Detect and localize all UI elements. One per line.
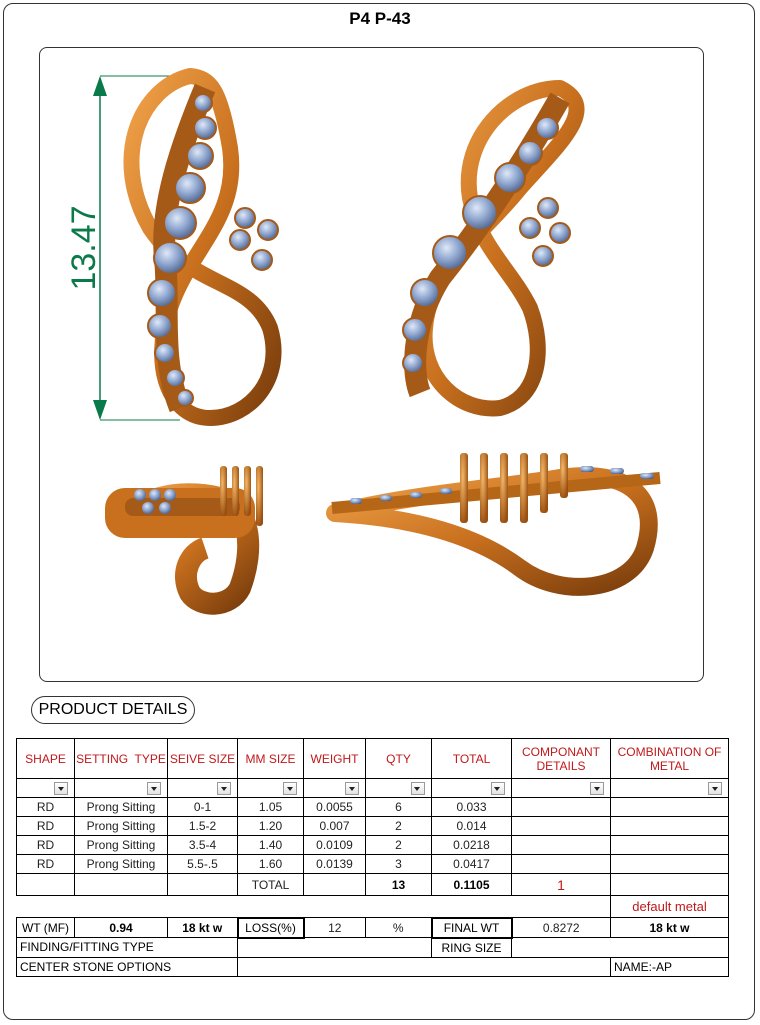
header-setting-type: SETTING TYPE — [75, 739, 168, 779]
weight-row — [17, 918, 729, 938]
cell-total: 0.0218 — [432, 836, 512, 855]
table-row — [17, 817, 729, 836]
table-row — [17, 798, 729, 817]
cell-qty: 2 — [366, 817, 432, 836]
filter-active-icon[interactable] — [491, 782, 505, 795]
cell-shape: RD — [17, 855, 75, 874]
header-row — [17, 739, 729, 779]
filter-dropdown-icon[interactable] — [283, 782, 297, 795]
cell-shape: RD — [17, 817, 75, 836]
name-label: NAME:-AP — [611, 957, 729, 976]
cell-setting: Prong Sitting — [75, 855, 168, 874]
cell-shape: RD — [17, 798, 75, 817]
stone-icon — [194, 117, 216, 139]
product-details-label: PRODUCT DETAILS — [31, 696, 195, 724]
cell-weight: 0.007 — [304, 817, 366, 836]
default-metal-row — [17, 896, 729, 918]
header-component-details: COMPONANT DETAILS — [512, 739, 611, 779]
final-wt-label: FINAL WT — [432, 918, 512, 938]
cell-seive: 3.5-4 — [168, 836, 238, 855]
filter-dropdown-icon[interactable] — [345, 782, 359, 795]
cell-mm: 1.60 — [238, 855, 304, 874]
center-stone-label: CENTER STONE OPTIONS — [17, 957, 238, 976]
cell-setting: Prong Sitting — [75, 836, 168, 855]
stone-icon — [166, 369, 184, 387]
cell-weight: 0.0055 — [304, 798, 366, 817]
cell-setting: Prong Sitting — [75, 798, 168, 817]
final-wt-value: 0.8272 — [512, 918, 611, 938]
cell-qty: 6 — [366, 798, 432, 817]
header-shape: SHAPE — [17, 739, 75, 779]
loss-percent: % — [366, 918, 432, 938]
cell-mm: 1.05 — [238, 798, 304, 817]
product-renders — [40, 48, 702, 680]
cell-seive: 5.5-.5 — [168, 855, 238, 874]
stone-icon — [177, 390, 193, 406]
totals-qty: 13 — [366, 874, 432, 896]
totals-total: 0.1105 — [432, 874, 512, 896]
header-weight: WEIGHT — [304, 739, 366, 779]
front-view-render — [131, 76, 278, 418]
stone-icon — [164, 207, 196, 239]
header-qty: QTY — [366, 739, 432, 779]
page-title: P4 P-43 — [349, 9, 411, 28]
stone-icon — [148, 279, 176, 307]
cell-total: 0.014 — [432, 817, 512, 836]
filter-dropdown-icon[interactable] — [708, 782, 722, 795]
stone-icon — [175, 173, 205, 203]
top-view-render — [105, 466, 263, 604]
stone-icon — [148, 314, 172, 338]
stone-icon — [154, 242, 186, 274]
perspective-view-render — [403, 88, 577, 408]
header-mm-size: MM SIZE — [238, 739, 304, 779]
stone-icon — [155, 343, 175, 363]
filter-dropdown-icon[interactable] — [590, 782, 604, 795]
finding-label: FINDING/FITTING TYPE — [17, 938, 238, 958]
table-row — [17, 836, 729, 855]
filter-row — [17, 779, 729, 798]
product-details-table — [16, 738, 729, 977]
filter-dropdown-icon[interactable] — [54, 782, 68, 795]
final-karat: 18 kt w — [611, 918, 729, 938]
header-seive-size: SEIVE SIZE — [168, 739, 238, 779]
table-row — [17, 855, 729, 874]
header-total: TOTAL — [432, 739, 512, 779]
filter-active-icon[interactable] — [411, 782, 425, 795]
ring-size-label: RING SIZE — [432, 938, 512, 958]
filter-dropdown-icon[interactable] — [217, 782, 231, 795]
stone-icon — [187, 143, 213, 169]
wt-value: 0.94 — [75, 918, 168, 938]
wt-karat: 18 kt w — [168, 918, 238, 938]
cell-qty: 2 — [366, 836, 432, 855]
component-count: 1 — [512, 874, 611, 896]
cell-weight: 0.0139 — [304, 855, 366, 874]
loss-label: LOSS(%) — [238, 918, 304, 938]
cell-setting: Prong Sitting — [75, 817, 168, 836]
cell-seive: 0-1 — [168, 798, 238, 817]
header-combination-of-metal: COMBINATION OF METAL — [611, 739, 729, 779]
cell-total: 0.033 — [432, 798, 512, 817]
cell-weight: 0.0109 — [304, 836, 366, 855]
finding-row — [17, 938, 729, 958]
cell-shape: RD — [17, 836, 75, 855]
side-view-render — [332, 453, 660, 587]
wt-label: WT (MF) — [17, 918, 75, 938]
default-metal: default metal — [611, 896, 729, 918]
totals-row — [17, 874, 729, 896]
cell-qty: 3 — [366, 855, 432, 874]
cell-total: 0.0417 — [432, 855, 512, 874]
dimension-value: 13.47 — [65, 205, 103, 291]
product-render-panel — [39, 47, 704, 682]
center-stone-row — [17, 957, 729, 976]
totals-label: TOTAL — [238, 874, 304, 896]
loss-value: 12 — [304, 918, 366, 938]
cell-mm: 1.40 — [238, 836, 304, 855]
cell-mm: 1.20 — [238, 817, 304, 836]
filter-dropdown-icon[interactable] — [147, 782, 161, 795]
stone-icon — [194, 94, 212, 112]
cell-seive: 1.5-2 — [168, 817, 238, 836]
